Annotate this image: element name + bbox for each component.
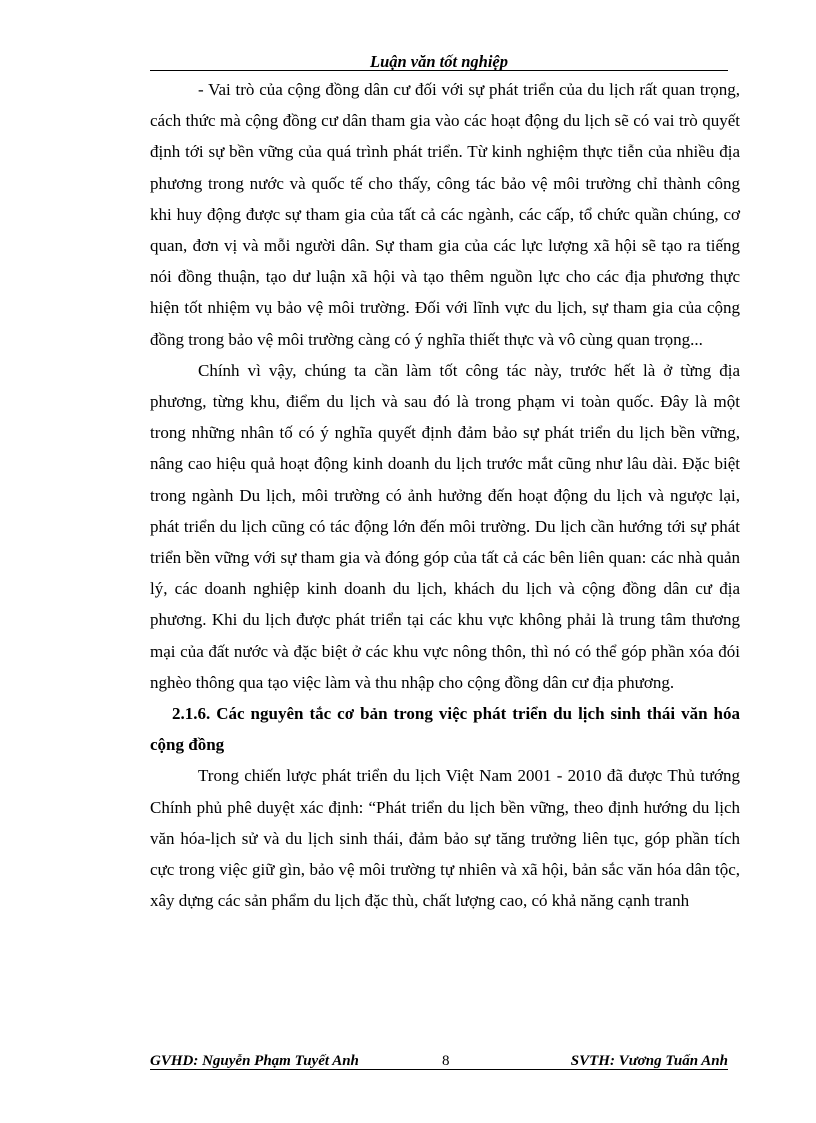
body-paragraph: Trong chiến lược phát triển du lịch Việt Nam 2001 - 2010 đã được Thủ tướng Chính phủ phê duyệt xác định: “Phát triển du lịch bền vững, theo định hướng du lịch văn hóa-lịch sử và du lịch sinh thái, đảm bảo sự tăng trưởng liên tục, góp phần tích cực trong việc giữ gìn, bảo vệ môi trường tự nhiên và xã hội, bản sắc văn hóa dân tộc, xây dựng các sản phẩm du lịch đặc thù, chất lượng cao, có khả năng cạnh tranh [150,766,740,911]
footer-advisor: GVHD: Nguyễn Phạm Tuyết Anh [150,1053,359,1069]
page-footer [150,1052,728,1070]
footer-student: SVTH: Vương Tuấn Anh [570,1053,728,1069]
document-body [150,74,740,916]
page-header-title: Luận văn tốt nghiệp [370,52,508,71]
body-paragraph: Chính vì vậy, chúng ta cần làm tốt công tác này, trước hết là ở từng địa phương, từng khu, điểm du lịch và sau đó là trong phạm vi toàn quốc. Đây là một trong những nhân tố có ý nghĩa quyết định đảm bảo sự phát triển du lịch bền vững, nâng cao hiệu quả hoạt động kinh doanh du lịch trước mắt cũng như lâu dài. Đặc biệt trong ngành Du lịch, môi trường có ảnh hưởng đến hoạt động du lịch và ngược lại, phát triển du lịch cũng có tác động lớn đến môi trường. Du lịch cần hướng tới sự phát triển bền vững với sự tham gia và đóng góp của tất cả các bên liên quan: các nhà quản lý, các doanh nghiệp kinh doanh du lịch, khách du lịch và cộng đồng dân cư địa phương. Khi du lịch được phát triển tại các khu vực không phải là trung tâm thương mại của đất nước và đặc biệt ở các khu vực nông thôn, thì nó có thể góp phần xóa đói nghèo thông qua tạo việc làm và thu nhập cho cộng đồng dân cư địa phương. [150,360,740,692]
body-paragraph: - Vai trò của cộng đồng dân cư đối với sự phát triển của du lịch rất quan trọng, cách thức mà cộng đồng cư dân tham gia vào các hoạt động du lịch sẽ có vai trò quyết định tới sự bền vững của quá trình phát triển. Từ kinh nghiệm thực tiễn của nhiều địa phương trong nước và quốc tế cho thấy, công tác bảo vệ môi trường chỉ thành công khi huy động được sự tham gia của tất cả các ngành, các cấp, tổ chức quần chúng, cơ quan, đơn vị và mỗi người dân. Sự tham gia của các lực lượng xã hội sẽ tạo ra tiếng nói đồng thuận, tạo dư luận xã hội và tạo thêm nguồn lực cho các địa phương thực hiện tốt nhiệm vụ bảo vệ môi trường. Đối với lĩnh vực du lịch, sự tham gia của cộng đồng trong bảo vệ môi trường càng có ý nghĩa thiết thực và vô cùng quan trọng... [150,80,740,349]
page-number: 8 [442,1053,450,1069]
section-heading: 2.1.6. Các nguyên tắc cơ bản trong việc phát triển du lịch sinh thái văn hóa cộng đồng [150,704,740,755]
footer-divider [150,1069,728,1070]
header-divider [150,70,728,71]
